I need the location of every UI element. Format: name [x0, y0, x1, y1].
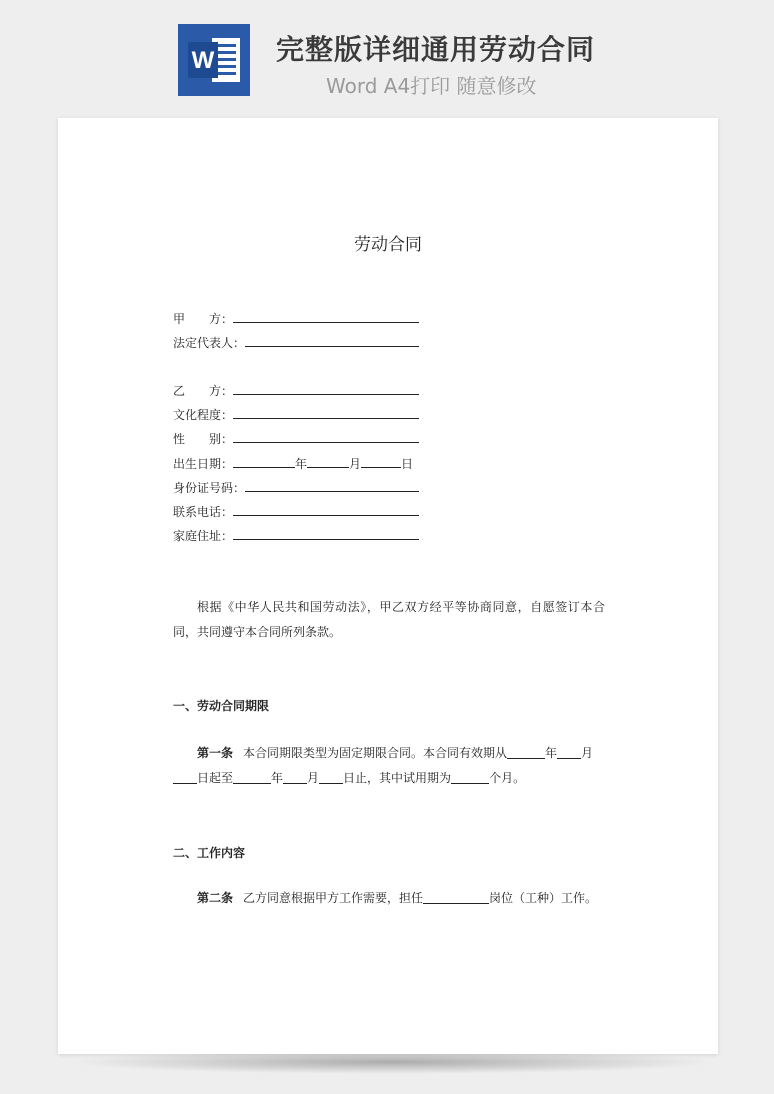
fill-line: [233, 382, 419, 395]
clause-text: 乙方同意根据甲方工作需要，担任: [243, 891, 424, 905]
clause-text: 月: [307, 771, 320, 785]
clause-2: [173, 886, 613, 911]
fill-line: [233, 310, 419, 323]
field-address: [173, 527, 419, 544]
fill-line: [233, 430, 419, 443]
field-label: 性 别：: [173, 432, 234, 446]
clause-text: 日起至: [197, 771, 234, 785]
fill-line: [451, 770, 489, 784]
field-label: 家庭住址：: [173, 529, 234, 543]
word-icon-letter: W: [191, 47, 215, 74]
fill-line: [245, 479, 419, 492]
clause-label: 第一条: [197, 746, 234, 760]
document-title: 劳动合同: [354, 235, 422, 255]
field-label: 甲 方：: [173, 312, 234, 326]
field-party-a: [173, 310, 419, 327]
fill-line: [233, 455, 295, 468]
field-party-b: [173, 382, 419, 399]
section-heading-1: 一、劳动合同期限: [173, 699, 270, 713]
clause-text: 岗位（工种）工作。: [489, 891, 598, 905]
clause-text: 个月。: [489, 771, 526, 785]
document-page: [58, 118, 718, 1054]
field-label: 文化程度：: [173, 408, 234, 422]
field-education: [173, 406, 419, 423]
clause-1: [173, 741, 613, 791]
intro-paragraph: 根据《中华人民共和国劳动法》，甲乙双方经平等协商同意，自愿签订本合同，共同遵守本合同所列条款。: [173, 600, 605, 639]
fill-line: [307, 455, 349, 468]
field-legal-rep: [173, 334, 419, 351]
field-label: 法定代表人：: [173, 336, 246, 350]
page-subheading: Word A4打印 随意修改: [326, 74, 537, 98]
fill-line: [283, 770, 307, 784]
fill-line: [233, 527, 419, 540]
field-label: 身份证号码：: [173, 481, 246, 495]
clause-text: 年: [545, 746, 558, 760]
clause-text: 本合同期限类型为固定期限合同。本合同有效期从: [243, 746, 508, 760]
fill-line: [173, 770, 197, 784]
section-heading-2: 二、工作内容: [173, 846, 246, 860]
field-phone: [173, 503, 419, 520]
fill-line: [233, 770, 271, 784]
year-label: 年: [295, 457, 308, 471]
field-label: 乙 方：: [173, 384, 234, 398]
fill-line: [319, 770, 343, 784]
fill-line: [233, 503, 419, 516]
clause-text: 年: [271, 771, 284, 785]
field-id-number: [173, 479, 419, 496]
fill-line: [557, 745, 581, 759]
field-label: 出生日期：: [173, 457, 234, 471]
clause-label: 第二条: [197, 891, 234, 905]
field-label: 联系电话：: [173, 505, 234, 519]
fill-line: [423, 890, 489, 904]
day-label: 日: [401, 457, 414, 471]
word-icon: [178, 24, 250, 96]
fill-line: [245, 334, 419, 347]
fill-line: [507, 745, 545, 759]
clause-text: 月: [581, 746, 594, 760]
month-label: 月: [349, 457, 362, 471]
header: [0, 0, 774, 118]
field-birth-date: [173, 455, 413, 472]
fill-line: [361, 455, 401, 468]
clause-text: 日止，其中试用期为: [343, 771, 452, 785]
field-gender: [173, 430, 419, 447]
page-heading: 完整版详细通用劳动合同: [276, 33, 596, 66]
fill-line: [233, 406, 419, 419]
